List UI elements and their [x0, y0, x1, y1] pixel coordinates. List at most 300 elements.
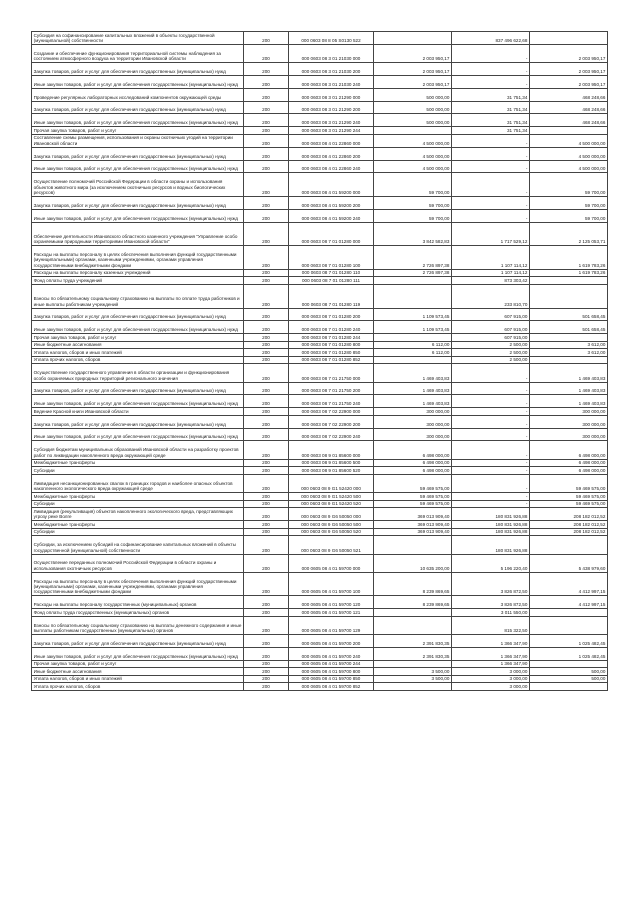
row-budget-code: 000 0605 08 4 01 59700 800	[289, 668, 374, 676]
row-unexecuted	[530, 284, 608, 308]
row-executed: -	[452, 45, 530, 63]
row-unexecuted: 501 658,45	[530, 321, 608, 334]
row-code: 200	[244, 647, 289, 660]
table-row	[32, 63, 608, 76]
row-code: 200	[244, 269, 289, 277]
row-executed: -	[452, 500, 530, 508]
row-executed: -	[452, 147, 530, 160]
row-unexecuted: 4 412 997,15	[530, 572, 608, 596]
row-executed: -	[452, 395, 530, 408]
table-row	[32, 660, 608, 668]
row-approved: 2 726 897,38	[374, 269, 452, 277]
row-code: 200	[244, 134, 289, 147]
table-row	[32, 428, 608, 441]
row-approved: 1 469 403,83	[374, 364, 452, 382]
row-budget-code: 000 0605 08 4 01 59700 120	[289, 596, 374, 609]
row-unexecuted: 2 003 950,17	[530, 45, 608, 63]
row-approved: 59 469 575,00	[374, 500, 452, 508]
row-budget-code: 000 0603 08 7 02 22900 240	[289, 428, 374, 441]
row-approved: 6 112,00	[374, 349, 452, 357]
row-code: 200	[244, 222, 289, 246]
row-executed: 3 000,00	[452, 683, 530, 691]
row-executed: 2 500,00	[452, 356, 530, 364]
row-budget-code: 000 0603 08 9 G6 50050 000	[289, 508, 374, 521]
row-name: Проведение регулярных лабораторных исследований компонентов окружающей среды	[32, 88, 244, 101]
table-row	[32, 88, 608, 101]
row-unexecuted: 59 700,00	[530, 196, 608, 209]
row-budget-code: 000 0603 08 7 01 01280 240	[289, 321, 374, 334]
row-name: Прочая закупка товаров, работ и услуг	[32, 660, 244, 668]
row-budget-code: 000 0603 08 7 01 01280 000	[289, 222, 374, 246]
row-approved: 369 013 909,40	[374, 521, 452, 529]
row-name: Иные закупки товаров, работ и услуг для обеспечения государственных (муниципальных) нужд	[32, 647, 244, 660]
table-row	[32, 101, 608, 114]
row-unexecuted	[530, 536, 608, 554]
row-code: 200	[244, 528, 289, 536]
row-unexecuted	[530, 356, 608, 364]
table-row	[32, 647, 608, 660]
row-executed: -	[452, 209, 530, 222]
row-code: 200	[244, 321, 289, 334]
row-approved: 3 842 582,83	[374, 222, 452, 246]
row-executed: -	[452, 364, 530, 382]
row-code: 200	[244, 508, 289, 521]
row-code: 200	[244, 459, 289, 467]
row-budget-code: 000 0603 08 9 01 85600 500	[289, 459, 374, 467]
table-row	[32, 616, 608, 634]
row-approved: 2 003 950,17	[374, 75, 452, 88]
row-executed: 5 196 220,40	[452, 554, 530, 572]
row-unexecuted: 208 182 012,52	[530, 521, 608, 529]
row-code: 200	[244, 114, 289, 127]
row-name: Осуществление государственного управления в области организации и функционирования особо охраняемых природных территорий регионального значения	[32, 364, 244, 382]
row-unexecuted: 1 469 403,83	[530, 364, 608, 382]
row-budget-code: 000 0603 08 3 01 21290 000	[289, 88, 374, 101]
row-approved: 300 000,00	[374, 408, 452, 416]
row-code: 200	[244, 246, 289, 270]
row-approved: 3 500,00	[374, 668, 452, 676]
row-budget-code: 000 0603 08 9 01 85600 000	[289, 441, 374, 459]
row-code: 200	[244, 415, 289, 428]
row-name: Осуществление полномочий Российской Федерации в области охраны и использования объектов животного мира (за исключением охотничьих ресурсов и водных биологических ресурсов)	[32, 173, 244, 197]
table-row	[32, 114, 608, 127]
row-executed: 233 810,70	[452, 284, 530, 308]
row-approved: 59 469 575,00	[374, 493, 452, 501]
table-row	[32, 467, 608, 475]
row-name: Расходы на выплаты персоналу в целях обеспечения выполнения функций государственными (муниципальными) органами, казенными учреждениями, органами управления государственными внебюджетными фондами	[32, 572, 244, 596]
row-unexecuted: 468 248,66	[530, 101, 608, 114]
row-code: 200	[244, 45, 289, 63]
row-code: 200	[244, 284, 289, 308]
row-code: 200	[244, 616, 289, 634]
row-code: 200	[244, 675, 289, 683]
row-name: Прочая закупка товаров, работ и услуг	[32, 127, 244, 135]
row-unexecuted	[530, 127, 608, 135]
row-code: 200	[244, 596, 289, 609]
row-budget-code: 000 0603 08 9 G1 52420 520	[289, 500, 374, 508]
table-row	[32, 308, 608, 321]
row-executed: -	[452, 63, 530, 76]
row-approved: 6 498 000,00	[374, 441, 452, 459]
row-unexecuted	[530, 277, 608, 285]
row-code: 200	[244, 334, 289, 342]
row-executed: 815 322,50	[452, 616, 530, 634]
row-executed: 607 915,00	[452, 308, 530, 321]
table-row	[32, 382, 608, 395]
row-budget-code: 000 0603 08 3 01 21290 200	[289, 101, 374, 114]
row-approved: 2 391 830,35	[374, 647, 452, 660]
row-approved: 4 500 000,00	[374, 160, 452, 173]
table-row	[32, 683, 608, 691]
row-unexecuted: 468 248,66	[530, 88, 608, 101]
row-executed: 31 751,34	[452, 114, 530, 127]
row-budget-code: 000 0603 08 4 01 59200 200	[289, 196, 374, 209]
row-approved	[374, 660, 452, 668]
row-approved: 1 469 403,83	[374, 395, 452, 408]
row-name: Закупка товаров, работ и услуг для обеспечения государственных (муниципальных) нужд	[32, 382, 244, 395]
row-code: 200	[244, 173, 289, 197]
row-executed: 837 496 622,68	[452, 32, 530, 45]
row-code: 200	[244, 521, 289, 529]
row-budget-code: 000 0603 08 3 01 21030 000	[289, 45, 374, 63]
row-unexecuted: 3 612,00	[530, 341, 608, 349]
row-unexecuted	[530, 334, 608, 342]
row-approved: 4 500 000,00	[374, 147, 452, 160]
row-unexecuted: 500,00	[530, 668, 608, 676]
row-executed: 1 717 529,12	[452, 222, 530, 246]
row-budget-code: 000 0603 08 9 G1 52420 000	[289, 474, 374, 492]
row-executed: -	[452, 415, 530, 428]
row-unexecuted: 4 500 000,00	[530, 160, 608, 173]
row-code: 200	[244, 554, 289, 572]
table-row	[32, 127, 608, 135]
row-approved: 2 726 897,38	[374, 246, 452, 270]
row-unexecuted: 59 700,00	[530, 209, 608, 222]
row-budget-code: 000 0603 08 7 01 21750 000	[289, 364, 374, 382]
row-executed: 1 366 347,90	[452, 634, 530, 647]
row-executed: -	[452, 467, 530, 475]
row-approved	[374, 683, 452, 691]
row-name: Закупка товаров, работ и услуг для обеспечения государственных (муниципальных) нужд	[32, 147, 244, 160]
row-approved: 3 500,00	[374, 675, 452, 683]
row-approved: 59 700,00	[374, 196, 452, 209]
row-approved	[374, 334, 452, 342]
row-approved: 59 469 575,00	[374, 474, 452, 492]
row-budget-code: 000 0605 08 4 01 59700 240	[289, 647, 374, 660]
row-unexecuted: 1 619 783,26	[530, 269, 608, 277]
table-row	[32, 349, 608, 357]
table-row	[32, 246, 608, 270]
row-unexecuted: 1 469 403,83	[530, 382, 608, 395]
table-row	[32, 474, 608, 492]
table-row	[32, 572, 608, 596]
row-approved	[374, 536, 452, 554]
row-budget-code: 000 0603 08 4 01 22860 000	[289, 134, 374, 147]
row-approved: 6 112,00	[374, 341, 452, 349]
row-executed: 180 831 926,88	[452, 508, 530, 521]
row-executed: -	[452, 75, 530, 88]
row-name: Ликвидация несанкционированных свалок в границах городов и наиболее опасных объектов накопленного экологического вреда окружающей среде	[32, 474, 244, 492]
table-row	[32, 334, 608, 342]
row-budget-code: 000 0605 08 4 01 59700 000	[289, 554, 374, 572]
row-code: 200	[244, 147, 289, 160]
row-budget-code: 000 0605 08 4 01 59700 850	[289, 675, 374, 683]
table-row	[32, 321, 608, 334]
row-name: Закупка товаров, работ и услуг для обеспечения государственных (муниципальных) нужд	[32, 634, 244, 647]
row-executed: 607 915,00	[452, 321, 530, 334]
row-code: 200	[244, 467, 289, 475]
row-name: Закупка товаров, работ и услуг для обеспечения государственных (муниципальных) нужд	[32, 415, 244, 428]
row-name: Иные закупки товаров, работ и услуг для обеспечения государственных (муниципальных) нужд	[32, 160, 244, 173]
table-row	[32, 441, 608, 459]
table-row	[32, 173, 608, 197]
row-budget-code: 000 0603 08 3 01 21030 200	[289, 63, 374, 76]
row-unexecuted: 1 025 482,45	[530, 634, 608, 647]
row-unexecuted: 2 003 950,17	[530, 75, 608, 88]
table-row	[32, 408, 608, 416]
row-code: 200	[244, 277, 289, 285]
row-executed: -	[452, 196, 530, 209]
row-name: Субсидии	[32, 528, 244, 536]
row-executed: -	[452, 428, 530, 441]
row-budget-code: 000 0603 08 7 01 21750 240	[289, 395, 374, 408]
row-executed: 180 831 926,88	[452, 536, 530, 554]
row-code: 200	[244, 493, 289, 501]
row-unexecuted: 59 700,00	[530, 173, 608, 197]
row-approved: 369 013 909,40	[374, 508, 452, 521]
table-row	[32, 554, 608, 572]
row-approved: 500 000,00	[374, 88, 452, 101]
row-name: Фонд оплаты труда государственных (муниципальных) органов	[32, 609, 244, 617]
row-executed: -	[452, 493, 530, 501]
table-row	[32, 508, 608, 521]
row-name: Создание и обеспечение функционирования территориальной системы наблюдения за состоянием атмосферного воздуха на территории Ивановской области	[32, 45, 244, 63]
row-unexecuted: 2 003 950,17	[530, 63, 608, 76]
table-row	[32, 341, 608, 349]
row-budget-code: 000 0603 08 7 01 01280 850	[289, 349, 374, 357]
row-code: 200	[244, 500, 289, 508]
row-unexecuted: 300 000,00	[530, 428, 608, 441]
row-executed: -	[452, 459, 530, 467]
row-executed: -	[452, 173, 530, 197]
row-unexecuted: 1 025 482,45	[530, 647, 608, 660]
row-approved: 500 000,00	[374, 101, 452, 114]
row-executed: 180 831 926,88	[452, 521, 530, 529]
row-name: Субсидия на софинансирование капитальных вложений в объекты государственной (муниципальной) собственности	[32, 32, 244, 45]
row-code: 200	[244, 683, 289, 691]
row-code: 200	[244, 364, 289, 382]
row-code: 200	[244, 572, 289, 596]
row-budget-code: 000 0605 08 4 01 59700 129	[289, 616, 374, 634]
row-name: Иные закупки товаров, работ и услуг для обеспечения государственных (муниципальных) нужд	[32, 321, 244, 334]
row-approved: 1 109 573,45	[374, 321, 452, 334]
row-executed: 1 366 347,90	[452, 647, 530, 660]
row-approved: 10 635 200,00	[374, 554, 452, 572]
table-body	[32, 32, 608, 691]
row-budget-code: 000 0605 08 4 01 59700 100	[289, 572, 374, 596]
row-name: Закупка товаров, работ и услуг для обеспечения государственных (муниципальных) нужд	[32, 63, 244, 76]
table-row	[32, 284, 608, 308]
table-row	[32, 147, 608, 160]
row-executed: 3 011 550,00	[452, 609, 530, 617]
row-unexecuted: 501 658,45	[530, 308, 608, 321]
row-name: Иные закупки товаров, работ и услуг для обеспечения государственных (муниципальных) нужд	[32, 395, 244, 408]
row-unexecuted: 59 469 575,00	[530, 474, 608, 492]
row-unexecuted: 4 500 000,00	[530, 147, 608, 160]
row-name: Межбюджетные трансферты	[32, 493, 244, 501]
table-row	[32, 196, 608, 209]
table-row	[32, 596, 608, 609]
row-unexecuted: 4 412 997,15	[530, 596, 608, 609]
row-unexecuted	[530, 660, 608, 668]
row-name: Субсидии, за исключением субсидий на софинансирование капитальных вложений в объекты государственной (муниципальной) собственности	[32, 536, 244, 554]
row-executed: 3 826 872,50	[452, 572, 530, 596]
row-executed: 2 500,00	[452, 349, 530, 357]
row-executed: 3 826 872,50	[452, 596, 530, 609]
table-row	[32, 45, 608, 63]
row-budget-code: 000 0603 08 7 01 01280 100	[289, 246, 374, 270]
row-approved: 6 498 000,00	[374, 459, 452, 467]
row-unexecuted	[530, 616, 608, 634]
row-executed: -	[452, 441, 530, 459]
row-approved: 6 498 000,00	[374, 467, 452, 475]
table-row	[32, 609, 608, 617]
row-budget-code: 000 0605 08 4 01 59700 200	[289, 634, 374, 647]
row-budget-code: 000 0603 08 9 01 85600 520	[289, 467, 374, 475]
row-unexecuted: 6 498 000,00	[530, 441, 608, 459]
row-name: Закупка товаров, работ и услуг для обеспечения государственных (муниципальных) нужд	[32, 101, 244, 114]
row-unexecuted: 3 612,00	[530, 349, 608, 357]
row-name: Закупка товаров, работ и услуг для обеспечения государственных (муниципальных) нужд	[32, 308, 244, 321]
row-approved	[374, 356, 452, 364]
row-name: Закупка товаров, работ и услуг для обеспечения государственных (муниципальных) нужд	[32, 196, 244, 209]
row-approved: 2 003 950,17	[374, 63, 452, 76]
row-code: 200	[244, 382, 289, 395]
row-name: Уплата налогов, сборов и иных платежей	[32, 349, 244, 357]
row-name: Иные бюджетные ассигнования	[32, 668, 244, 676]
table-row	[32, 493, 608, 501]
table-row	[32, 634, 608, 647]
row-unexecuted	[530, 609, 608, 617]
row-unexecuted: 208 182 012,52	[530, 508, 608, 521]
table-row	[32, 500, 608, 508]
row-name: Иные бюджетные ассигнования	[32, 341, 244, 349]
row-approved: 2 003 950,17	[374, 45, 452, 63]
row-name: Субсидии	[32, 467, 244, 475]
row-budget-code: 000 0605 08 4 01 59700 121	[289, 609, 374, 617]
row-budget-code: 000 0603 08 4 01 22860 200	[289, 147, 374, 160]
row-name: Иные закупки товаров, работ и услуг для обеспечения государственных (муниципальных) нужд	[32, 428, 244, 441]
row-unexecuted: 6 498 000,00	[530, 459, 608, 467]
row-budget-code: 000 0605 08 4 01 59700 852	[289, 683, 374, 691]
row-name: Субсидия бюджетам муниципальных образований Ивановской области на разработку проектов работ по ликвидации накопленного вреда окружающей среде	[32, 441, 244, 459]
table-row	[32, 32, 608, 45]
row-budget-code: 000 0603 08 3 01 21290 240	[289, 114, 374, 127]
row-budget-code: 000 0603 08 4 01 59200 240	[289, 209, 374, 222]
row-unexecuted: 1 469 403,83	[530, 395, 608, 408]
row-approved	[374, 609, 452, 617]
table-row	[32, 536, 608, 554]
table-row	[32, 209, 608, 222]
row-unexecuted: 59 469 575,00	[530, 493, 608, 501]
row-name: Осуществление переданных полномочий Российской Федерации в области охраны и использования охотничьих ресурсов	[32, 554, 244, 572]
row-budget-code: 000 0603 08 9 G1 52420 500	[289, 493, 374, 501]
row-unexecuted: 5 438 979,60	[530, 554, 608, 572]
table-row	[32, 364, 608, 382]
row-executed: 1 107 114,12	[452, 246, 530, 270]
row-approved: 1 109 573,45	[374, 308, 452, 321]
row-unexecuted: 500,00	[530, 675, 608, 683]
row-name: Ведение Красной книги Ивановской области	[32, 408, 244, 416]
row-name: Расходы на выплаты персоналу государственных (муниципальных) органов	[32, 596, 244, 609]
row-code: 200	[244, 63, 289, 76]
row-code: 200	[244, 349, 289, 357]
row-code: 200	[244, 441, 289, 459]
row-unexecuted: 300 000,00	[530, 408, 608, 416]
row-code: 200	[244, 668, 289, 676]
row-approved: 300 000,00	[374, 415, 452, 428]
row-name: Субсидии	[32, 500, 244, 508]
table-row	[32, 395, 608, 408]
row-unexecuted	[530, 32, 608, 45]
row-budget-code: 000 0603 08 7 01 01280 800	[289, 341, 374, 349]
row-approved	[374, 616, 452, 634]
row-approved: 59 700,00	[374, 173, 452, 197]
table-row	[32, 459, 608, 467]
row-budget-code: 000 0603 08 7 01 01280 111	[289, 277, 374, 285]
row-name: Иные закупки товаров, работ и услуг для обеспечения государственных (муниципальных) нужд	[32, 75, 244, 88]
row-budget-code: 000 0603 08 7 02 22900 200	[289, 415, 374, 428]
row-unexecuted: 300 000,00	[530, 415, 608, 428]
row-name: Взносы по обязательному социальному страхованию на выплаты по оплате труда работников и иные выплаты работникам учреждений	[32, 284, 244, 308]
table-row	[32, 528, 608, 536]
row-code: 200	[244, 474, 289, 492]
row-budget-code: 000 0603 08 7 01 01280 110	[289, 269, 374, 277]
row-code: 200	[244, 356, 289, 364]
row-name: Межбюджетные трансферты	[32, 459, 244, 467]
row-code: 200	[244, 536, 289, 554]
row-budget-code: 000 0603 08 8 05 S0130 522	[289, 32, 374, 45]
row-code: 200	[244, 308, 289, 321]
row-executed: -	[452, 160, 530, 173]
row-executed: 607 915,00	[452, 334, 530, 342]
row-code: 200	[244, 160, 289, 173]
row-approved: 369 013 909,40	[374, 528, 452, 536]
row-code: 200	[244, 101, 289, 114]
row-unexecuted: 1 619 783,26	[530, 246, 608, 270]
row-approved: 8 239 869,65	[374, 596, 452, 609]
row-name: Обеспечение деятельности Ивановского областного казенного учреждения "Управление особо охраняемыми природными территориями Ивановской области"	[32, 222, 244, 246]
table-row	[32, 75, 608, 88]
row-budget-code: 000 0603 08 3 01 21290 244	[289, 127, 374, 135]
expenditure-table	[31, 31, 608, 691]
row-executed: -	[452, 134, 530, 147]
row-unexecuted	[530, 683, 608, 691]
row-code: 200	[244, 209, 289, 222]
row-code: 200	[244, 408, 289, 416]
table-row	[32, 222, 608, 246]
row-name: Уплата прочих налогов, сборов	[32, 683, 244, 691]
row-code: 200	[244, 88, 289, 101]
row-code: 200	[244, 609, 289, 617]
row-approved: 1 469 403,83	[374, 382, 452, 395]
table-row	[32, 277, 608, 285]
row-budget-code: 000 0603 08 7 01 01280 200	[289, 308, 374, 321]
row-approved: 2 391 830,35	[374, 634, 452, 647]
table-row	[32, 675, 608, 683]
row-code: 200	[244, 127, 289, 135]
row-name: Межбюджетные трансферты	[32, 521, 244, 529]
